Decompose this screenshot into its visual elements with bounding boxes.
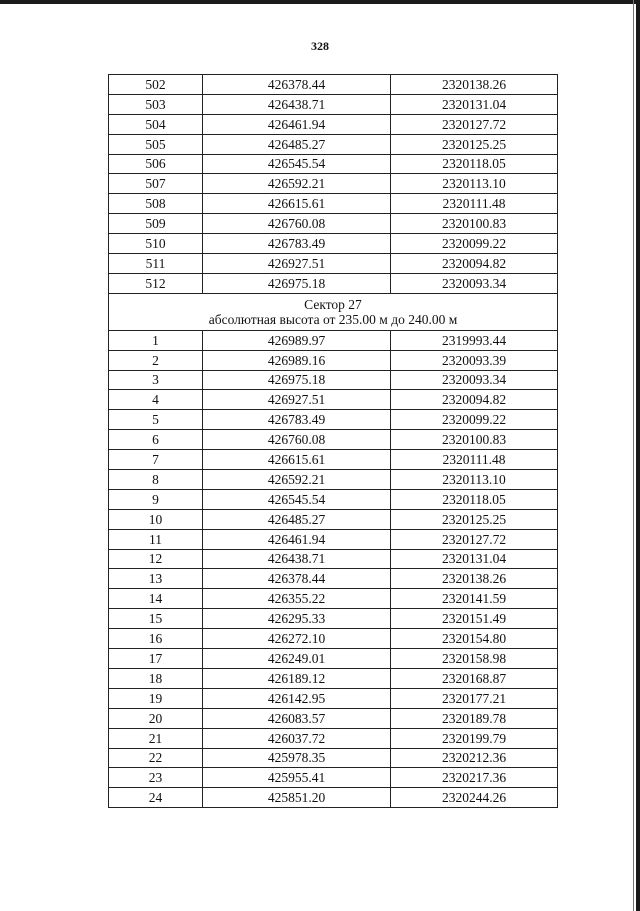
- y-coordinate-cell: 2320099.22: [391, 410, 558, 430]
- point-number-cell: 18: [109, 668, 203, 688]
- y-coordinate-cell: 2320131.04: [391, 549, 558, 569]
- y-coordinate-cell: 2320217.36: [391, 768, 558, 788]
- x-coordinate-cell: 425978.35: [203, 748, 391, 768]
- y-coordinate-cell: 2320125.25: [391, 509, 558, 529]
- table-row: [109, 470, 558, 490]
- point-number-cell: 7: [109, 450, 203, 470]
- x-coordinate-cell: 426545.54: [203, 489, 391, 509]
- point-number-cell: 509: [109, 214, 203, 234]
- y-coordinate-cell: 2320151.49: [391, 609, 558, 629]
- table-row: [109, 649, 558, 669]
- table-row: [109, 569, 558, 589]
- table-row: [109, 708, 558, 728]
- x-coordinate-cell: 426927.51: [203, 254, 391, 274]
- point-number-cell: 1: [109, 330, 203, 350]
- coordinates-table: [108, 74, 558, 808]
- point-number-cell: 511: [109, 254, 203, 274]
- table-row: [109, 509, 558, 529]
- y-coordinate-cell: 2320189.78: [391, 708, 558, 728]
- x-coordinate-cell: 426975.18: [203, 273, 391, 293]
- table-row: [109, 94, 558, 114]
- point-number-cell: 6: [109, 430, 203, 450]
- y-coordinate-cell: 2320100.83: [391, 214, 558, 234]
- table-row: [109, 768, 558, 788]
- table-row: [109, 748, 558, 768]
- x-coordinate-cell: 426615.61: [203, 194, 391, 214]
- point-number-cell: 508: [109, 194, 203, 214]
- point-number-cell: 10: [109, 509, 203, 529]
- x-coordinate-cell: 425955.41: [203, 768, 391, 788]
- y-coordinate-cell: 2320127.72: [391, 529, 558, 549]
- point-number-cell: 505: [109, 134, 203, 154]
- y-coordinate-cell: 2320100.83: [391, 430, 558, 450]
- x-coordinate-cell: 426461.94: [203, 114, 391, 134]
- y-coordinate-cell: 2320118.05: [391, 489, 558, 509]
- table-row: [109, 410, 558, 430]
- x-coordinate-cell: 426783.49: [203, 234, 391, 254]
- point-number-cell: 9: [109, 489, 203, 509]
- table-row: [109, 75, 558, 95]
- table-row: [109, 529, 558, 549]
- y-coordinate-cell: 2320094.82: [391, 390, 558, 410]
- table-row: [109, 728, 558, 748]
- point-number-cell: 12: [109, 549, 203, 569]
- x-coordinate-cell: 426989.97: [203, 330, 391, 350]
- scan-border-top: [0, 0, 640, 4]
- point-number-cell: 503: [109, 94, 203, 114]
- y-coordinate-cell: 2320138.26: [391, 75, 558, 95]
- point-number-cell: 8: [109, 470, 203, 490]
- point-number-cell: 2: [109, 350, 203, 370]
- y-coordinate-cell: 2320118.05: [391, 154, 558, 174]
- x-coordinate-cell: 426615.61: [203, 450, 391, 470]
- point-number-cell: 14: [109, 589, 203, 609]
- page-number: 328: [311, 39, 329, 53]
- x-coordinate-cell: 426438.71: [203, 94, 391, 114]
- point-number-cell: 17: [109, 649, 203, 669]
- x-coordinate-cell: 426355.22: [203, 589, 391, 609]
- sector-title: Сектор 27: [304, 296, 362, 312]
- table-row: [109, 194, 558, 214]
- table-row: [109, 214, 558, 234]
- y-coordinate-cell: 2320113.10: [391, 470, 558, 490]
- table-row: [109, 330, 558, 350]
- table-row: [109, 134, 558, 154]
- point-number-cell: 502: [109, 75, 203, 95]
- table-row: [109, 273, 558, 293]
- y-coordinate-cell: 2320177.21: [391, 688, 558, 708]
- x-coordinate-cell: 426083.57: [203, 708, 391, 728]
- x-coordinate-cell: 426485.27: [203, 509, 391, 529]
- table-row: [109, 254, 558, 274]
- table-row: [109, 589, 558, 609]
- table-row: [109, 390, 558, 410]
- table-row: [109, 234, 558, 254]
- table-row: [109, 688, 558, 708]
- y-coordinate-cell: 2320111.48: [391, 450, 558, 470]
- table-row: [109, 668, 558, 688]
- x-coordinate-cell: 426760.08: [203, 214, 391, 234]
- y-coordinate-cell: 2320158.98: [391, 649, 558, 669]
- y-coordinate-cell: 2320093.39: [391, 350, 558, 370]
- table-row: [109, 114, 558, 134]
- y-coordinate-cell: 2320131.04: [391, 94, 558, 114]
- table-row: [109, 370, 558, 390]
- y-coordinate-cell: 2320099.22: [391, 234, 558, 254]
- table-row: [109, 450, 558, 470]
- x-coordinate-cell: 426142.95: [203, 688, 391, 708]
- point-number-cell: 11: [109, 529, 203, 549]
- x-coordinate-cell: 426545.54: [203, 154, 391, 174]
- point-number-cell: 16: [109, 629, 203, 649]
- y-coordinate-cell: 2320127.72: [391, 114, 558, 134]
- y-coordinate-cell: 2319993.44: [391, 330, 558, 350]
- point-number-cell: 23: [109, 768, 203, 788]
- sector-header-cell: [109, 293, 558, 330]
- table-body-before: [109, 75, 558, 294]
- y-coordinate-cell: 2320093.34: [391, 273, 558, 293]
- y-coordinate-cell: 2320125.25: [391, 134, 558, 154]
- y-coordinate-cell: 2320212.36: [391, 748, 558, 768]
- point-number-cell: 506: [109, 154, 203, 174]
- x-coordinate-cell: 426249.01: [203, 649, 391, 669]
- table-row: [109, 629, 558, 649]
- x-coordinate-cell: 426378.44: [203, 75, 391, 95]
- x-coordinate-cell: 426989.16: [203, 350, 391, 370]
- y-coordinate-cell: 2320168.87: [391, 668, 558, 688]
- y-coordinate-cell: 2320141.59: [391, 589, 558, 609]
- table-row: [109, 174, 558, 194]
- point-number-cell: 13: [109, 569, 203, 589]
- point-number-cell: 504: [109, 114, 203, 134]
- point-number-cell: 507: [109, 174, 203, 194]
- sector-subtitle: абсолютная высота от 235.00 м до 240.00 м: [208, 311, 458, 327]
- point-number-cell: 3: [109, 370, 203, 390]
- x-coordinate-cell: 426378.44: [203, 569, 391, 589]
- x-coordinate-cell: 425851.20: [203, 788, 391, 808]
- table-body-after: [109, 330, 558, 807]
- scan-border-right: [636, 0, 640, 911]
- x-coordinate-cell: 426927.51: [203, 390, 391, 410]
- sector-header-row: [109, 293, 558, 330]
- x-coordinate-cell: 426037.72: [203, 728, 391, 748]
- x-coordinate-cell: 426189.12: [203, 668, 391, 688]
- sector-header-body: [109, 293, 558, 330]
- point-number-cell: 19: [109, 688, 203, 708]
- y-coordinate-cell: 2320138.26: [391, 569, 558, 589]
- y-coordinate-cell: 2320154.80: [391, 629, 558, 649]
- y-coordinate-cell: 2320093.34: [391, 370, 558, 390]
- x-coordinate-cell: 426485.27: [203, 134, 391, 154]
- x-coordinate-cell: 426295.33: [203, 609, 391, 629]
- point-number-cell: 15: [109, 609, 203, 629]
- y-coordinate-cell: 2320094.82: [391, 254, 558, 274]
- table-row: [109, 154, 558, 174]
- x-coordinate-cell: 426783.49: [203, 410, 391, 430]
- point-number-cell: 512: [109, 273, 203, 293]
- x-coordinate-cell: 426272.10: [203, 629, 391, 649]
- x-coordinate-cell: 426760.08: [203, 430, 391, 450]
- point-number-cell: 21: [109, 728, 203, 748]
- y-coordinate-cell: 2320113.10: [391, 174, 558, 194]
- x-coordinate-cell: 426592.21: [203, 470, 391, 490]
- table-row: [109, 788, 558, 808]
- table-row: [109, 430, 558, 450]
- point-number-cell: 510: [109, 234, 203, 254]
- point-number-cell: 22: [109, 748, 203, 768]
- y-coordinate-cell: 2320111.48: [391, 194, 558, 214]
- point-number-cell: 24: [109, 788, 203, 808]
- point-number-cell: 5: [109, 410, 203, 430]
- point-number-cell: 20: [109, 708, 203, 728]
- x-coordinate-cell: 426461.94: [203, 529, 391, 549]
- scan-border-line: [633, 0, 634, 911]
- y-coordinate-cell: 2320244.26: [391, 788, 558, 808]
- x-coordinate-cell: 426592.21: [203, 174, 391, 194]
- y-coordinate-cell: 2320199.79: [391, 728, 558, 748]
- table-row: [109, 549, 558, 569]
- table-row: [109, 609, 558, 629]
- x-coordinate-cell: 426438.71: [203, 549, 391, 569]
- table-row: [109, 489, 558, 509]
- x-coordinate-cell: 426975.18: [203, 370, 391, 390]
- point-number-cell: 4: [109, 390, 203, 410]
- table-row: [109, 350, 558, 370]
